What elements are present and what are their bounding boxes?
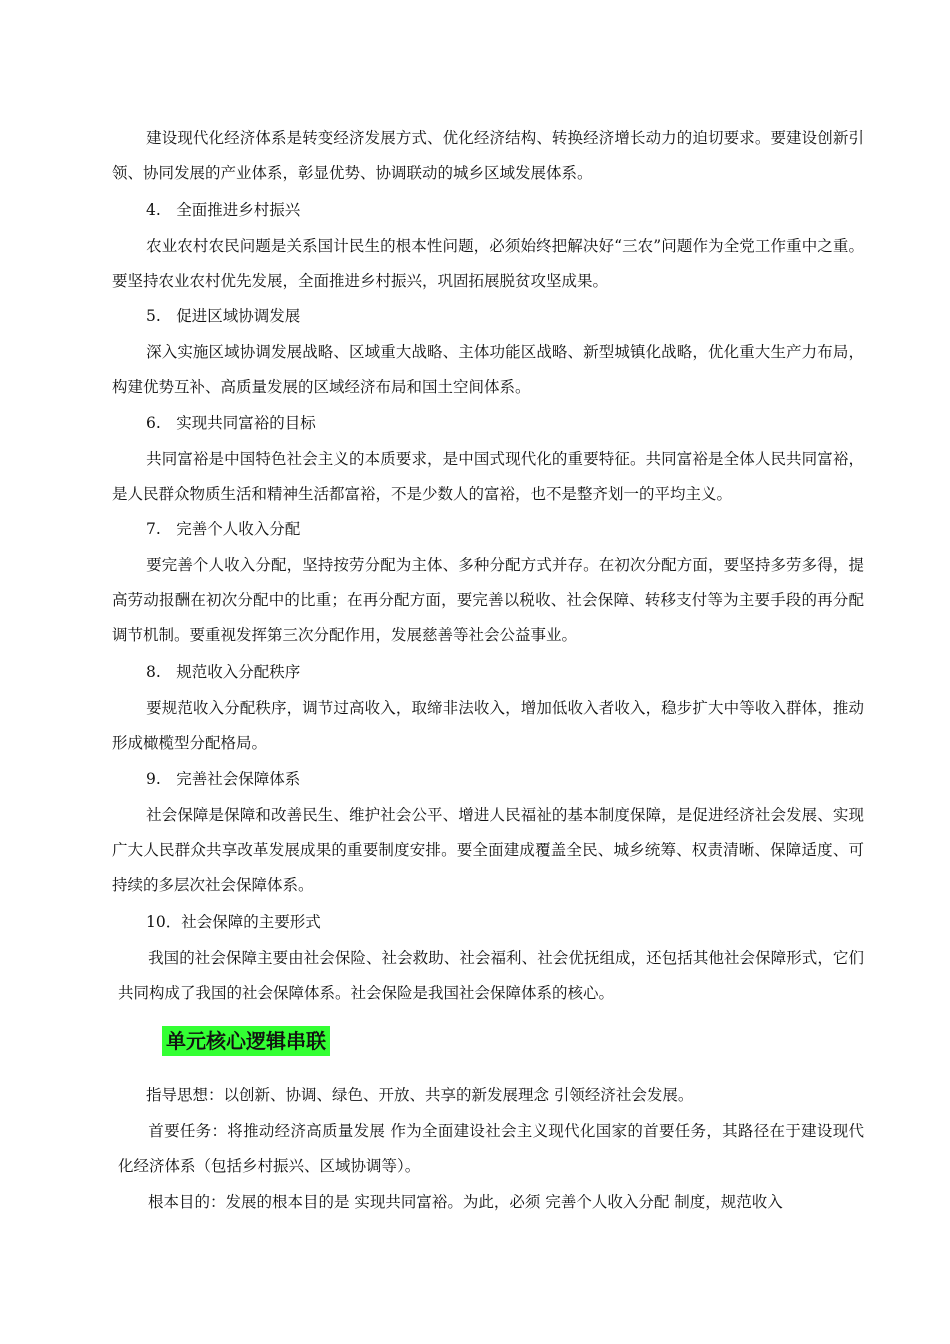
paragraph-social-security-forms: 我国的社会保障主要由社会保险、社会救助、社会福利、社会优抚组成，还包括其他社会保障形式，它们共同构成了我国的社会保障体系。社会保险是我国社会保障体系的核心。 [118, 949, 864, 1002]
summary-fundamental-goal: 根本目的：发展的根本目的是 实现共同富裕。为此，必须 完善个人收入分配 制度，规范收入 [148, 1193, 783, 1211]
paragraph-regional: 深入实施区域协调发展战略、区域重大战略、主体功能区战略、新型城镇化战略，优化重大生产力布局，构建优势互补、高质量发展的区域经济布局和国土空间体系。 [112, 343, 864, 396]
section-title-highlight: 单元核心逻辑串联 [162, 1026, 330, 1056]
paragraph-distribution-order: 要规范收入分配秩序，调节过高收入，取缔非法收入，增加低收入者收入，稳步扩大中等收入群体，推动形成橄榄型分配格局。 [112, 699, 864, 752]
paragraph-social-security: 社会保障是保障和改善民生、维护社会公平、增进人民福祉的基本制度保障，是促进经济社会发展、实现广大人民群众共享改革发展成果的重要制度安排。要全面建成覆盖全民、城乡统筹、权责清晰、保障适度、可持续的多层次社会保障体系。 [112, 806, 864, 894]
paragraph-common-prosperity: 共同富裕是中国特色社会主义的本质要求，是中国式现代化的重要特征。共同富裕是全体人民共同富裕，是人民群众物质生活和精神生活都富裕，不是少数人的富裕，也不是整齐划一的平均主义。 [112, 450, 864, 503]
heading-distribution-order: 8. 规范收入分配秩序 [146, 663, 301, 681]
paragraph-income-distribution: 要完善个人收入分配，坚持按劳分配为主体、多种分配方式并存。在初次分配方面，要坚持多劳多得，提高劳动报酬在初次分配中的比重；在再分配方面，要完善以税收、社会保障、转移支付等为主要手段的再分配调节机制。要重视发挥第三次分配作用，发展慈善等社会公益事业。 [112, 556, 864, 644]
heading-income-distribution: 7. 完善个人收入分配 [146, 520, 301, 538]
heading-social-security-system: 9. 完善社会保障体系 [146, 770, 301, 788]
heading-regional-coordination: 5. 促进区域协调发展 [146, 307, 301, 325]
summary-guiding-ideology: 指导思想：以创新、协调、绿色、开放、共享的新发展理念 引领经济社会发展。 [146, 1086, 694, 1104]
paragraph-modern-economy: 建设现代化经济体系是转变经济发展方式、优化经济结构、转换经济增长动力的迫切要求。要建设创新引领、协同发展的产业体系，彰显优势、协调联动的城乡区域发展体系。 [112, 129, 864, 182]
heading-social-security-forms: 10．社会保障的主要形式 [146, 913, 321, 931]
paragraph-rural: 农业农村农民问题是关系国计民生的根本性问题，必须始终把解决好“三农”问题作为全党工作重中之重。要坚持农业农村优先发展，全面推进乡村振兴，巩固拓展脱贫攻坚成果。 [112, 237, 864, 290]
heading-rural-revitalization: 4. 全面推进乡村振兴 [146, 201, 301, 219]
summary-primary-task: 首要任务：将推动经济高质量发展 作为全面建设社会主义现代化国家的首要任务，其路径在于建设现代化经济体系（包括乡村振兴、区域协调等）。 [118, 1122, 864, 1175]
heading-common-prosperity: 6. 实现共同富裕的目标 [146, 414, 316, 432]
